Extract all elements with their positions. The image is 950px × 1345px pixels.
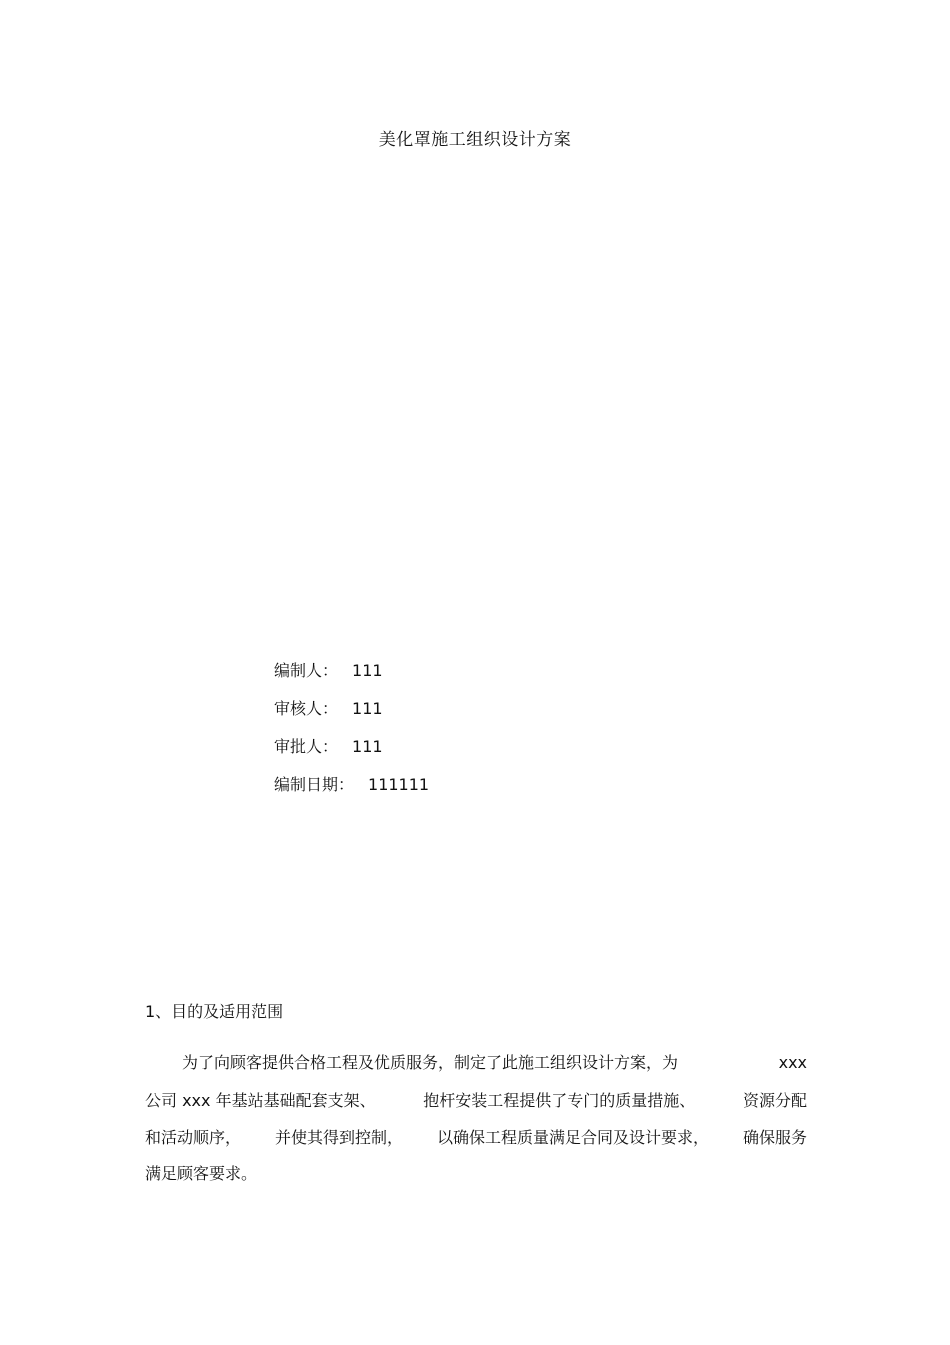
meta-value-editor: 111 <box>352 661 383 680</box>
meta-value-reviewer: 111 <box>352 699 383 718</box>
paragraph-line <box>145 1126 807 1150</box>
document-title: 美化罩施工组织设计方案 <box>378 130 572 150</box>
paragraph-text: 为了向顾客提供合格工程及优质服务，制定了此施工组织设计方案，为 <box>182 1053 679 1072</box>
document-meta-block <box>274 652 674 804</box>
meta-value-approver: 111 <box>352 737 383 756</box>
paragraph-text: 以确保工程质量满足合同及设计要求， <box>436 1128 709 1147</box>
meta-row-editor <box>274 652 674 690</box>
meta-label-reviewer: 审核人： <box>274 699 339 718</box>
paragraph-text: 公司 xxx 年基站基础配套支架、 <box>145 1091 376 1110</box>
meta-label-date: 编制日期： <box>274 775 355 794</box>
paragraph-text: 确保服务 <box>742 1128 807 1147</box>
meta-row-date <box>274 766 674 804</box>
meta-row-reviewer <box>274 690 674 728</box>
paragraph-line <box>145 1089 807 1113</box>
paragraph-text: 资源分配 <box>742 1091 807 1110</box>
meta-row-approver <box>274 728 674 766</box>
meta-label-approver: 审批人： <box>274 737 339 756</box>
paragraph-line <box>145 1162 807 1186</box>
paragraph-text: 并使其得到控制， <box>274 1128 403 1147</box>
meta-value-date: 111111 <box>368 775 430 794</box>
paragraph-text: 满足顾客要求。 <box>145 1164 258 1183</box>
paragraph-text: 抱杆安装工程提供了专门的质量措施、 <box>423 1091 696 1110</box>
section-heading: 1、目的及适用范围 <box>145 1002 284 1021</box>
paragraph-text: xxx <box>778 1053 807 1072</box>
meta-label-editor: 编制人： <box>274 661 339 680</box>
paragraph-text: 和活动顺序， <box>145 1128 242 1147</box>
paragraph-line <box>145 1051 807 1075</box>
